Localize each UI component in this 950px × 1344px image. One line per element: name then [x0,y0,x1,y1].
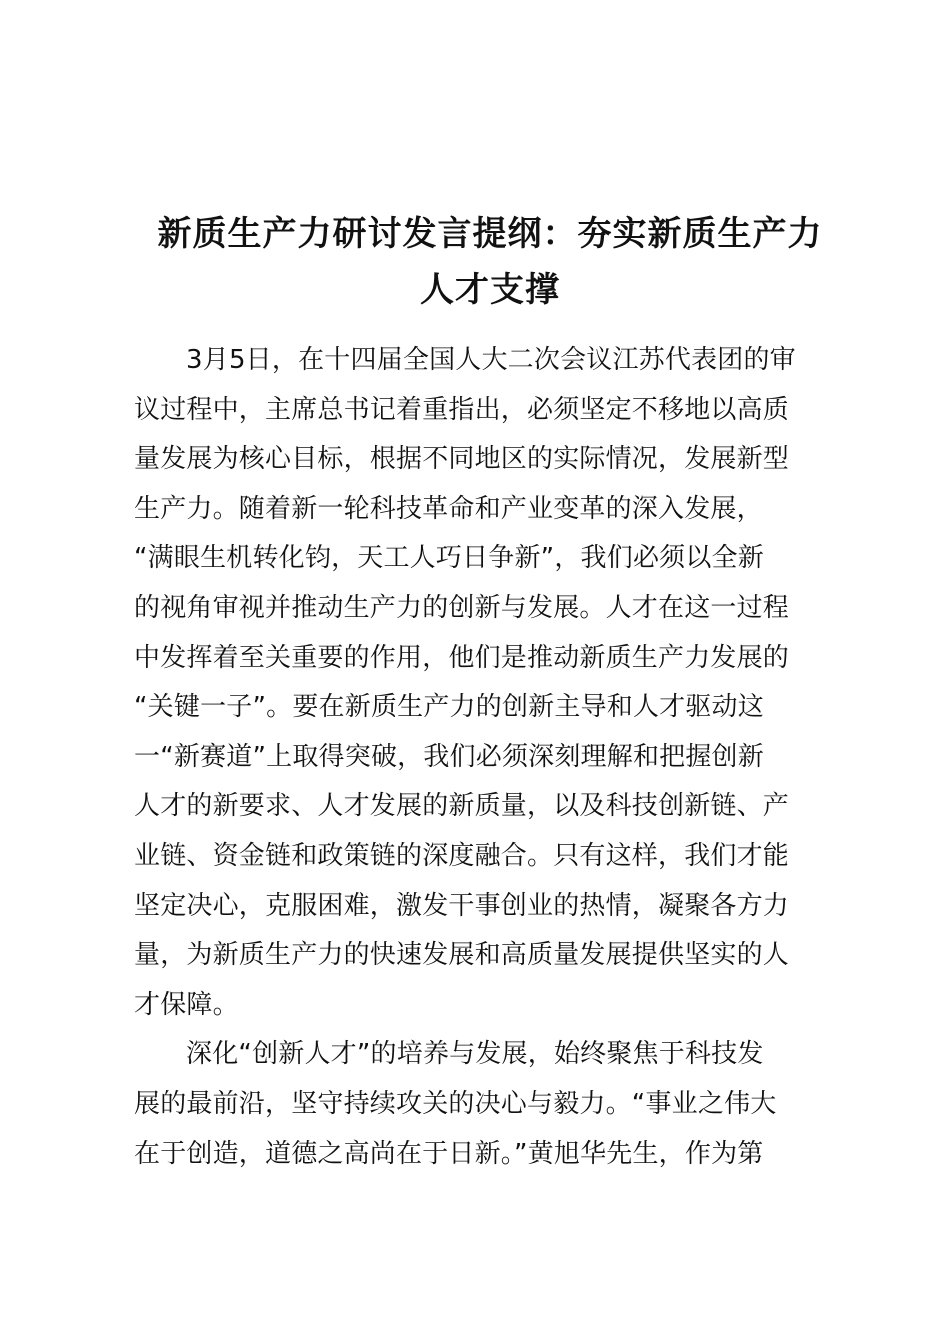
paragraph-line: 议过程中，主席总书记着重指出，必须坚定不移地以高质 [134,394,790,425]
paragraph-line: 的视角审视并推动生产力的创新与发展。人才在这一过程 [134,592,790,623]
paragraph-1 [134,336,834,1030]
paragraph-2 [134,1030,834,1179]
paragraph-line: 生产力。随着新一轮科技革命和产业变革的深入发展， [134,493,763,524]
paragraph-line: “满眼生机转化钧，天工人巧日争新”，我们必须以全新 [134,543,764,574]
paragraph-line: 一“新赛道”上取得突破，我们必须深刻理解和把握创新 [134,741,764,772]
paragraph-line: 中发挥着至关重要的作用，他们是推动新质生产力发展的 [134,642,790,673]
paragraph-line: 人才的新要求、人才发展的新质量，以及科技创新链、产 [134,791,790,822]
paragraph-line: 3月5日，在十四届全国人大二次会议江苏代表团的审 [186,345,796,375]
paragraph-line: “关键一子”。要在新质生产力的创新主导和人才驱动这 [134,692,764,723]
paragraph-line: 业链、资金链和政策链的深度融合。只有这样，我们才能 [134,840,790,871]
document-title [110,206,870,318]
document-body [134,336,834,1179]
paragraph-line: 量，为新质生产力的快速发展和高质量发展提供坚实的人 [134,940,790,971]
paragraph-line: 量发展为核心目标，根据不同地区的实际情况，发展新型 [134,444,790,475]
paragraph-line: 深化“创新人才”的培养与发展，始终聚焦于科技发 [186,1039,764,1070]
title-line-1: 新质生产力研讨发言提纲：夯实新质生产力 [157,214,823,254]
title-line-2: 人才支撑 [420,270,560,310]
paragraph-line: 坚定决心，克服困难，激发干事创业的热情，凝聚各方力 [134,890,790,921]
paragraph-line: 才保障。 [134,989,239,1020]
paragraph-line: 在于创造，道德之高尚在于日新。”黄旭华先生，作为第 [134,1138,764,1169]
paragraph-line: 展的最前沿，坚守持续攻关的决心与毅力。“事业之伟大 [134,1088,777,1119]
